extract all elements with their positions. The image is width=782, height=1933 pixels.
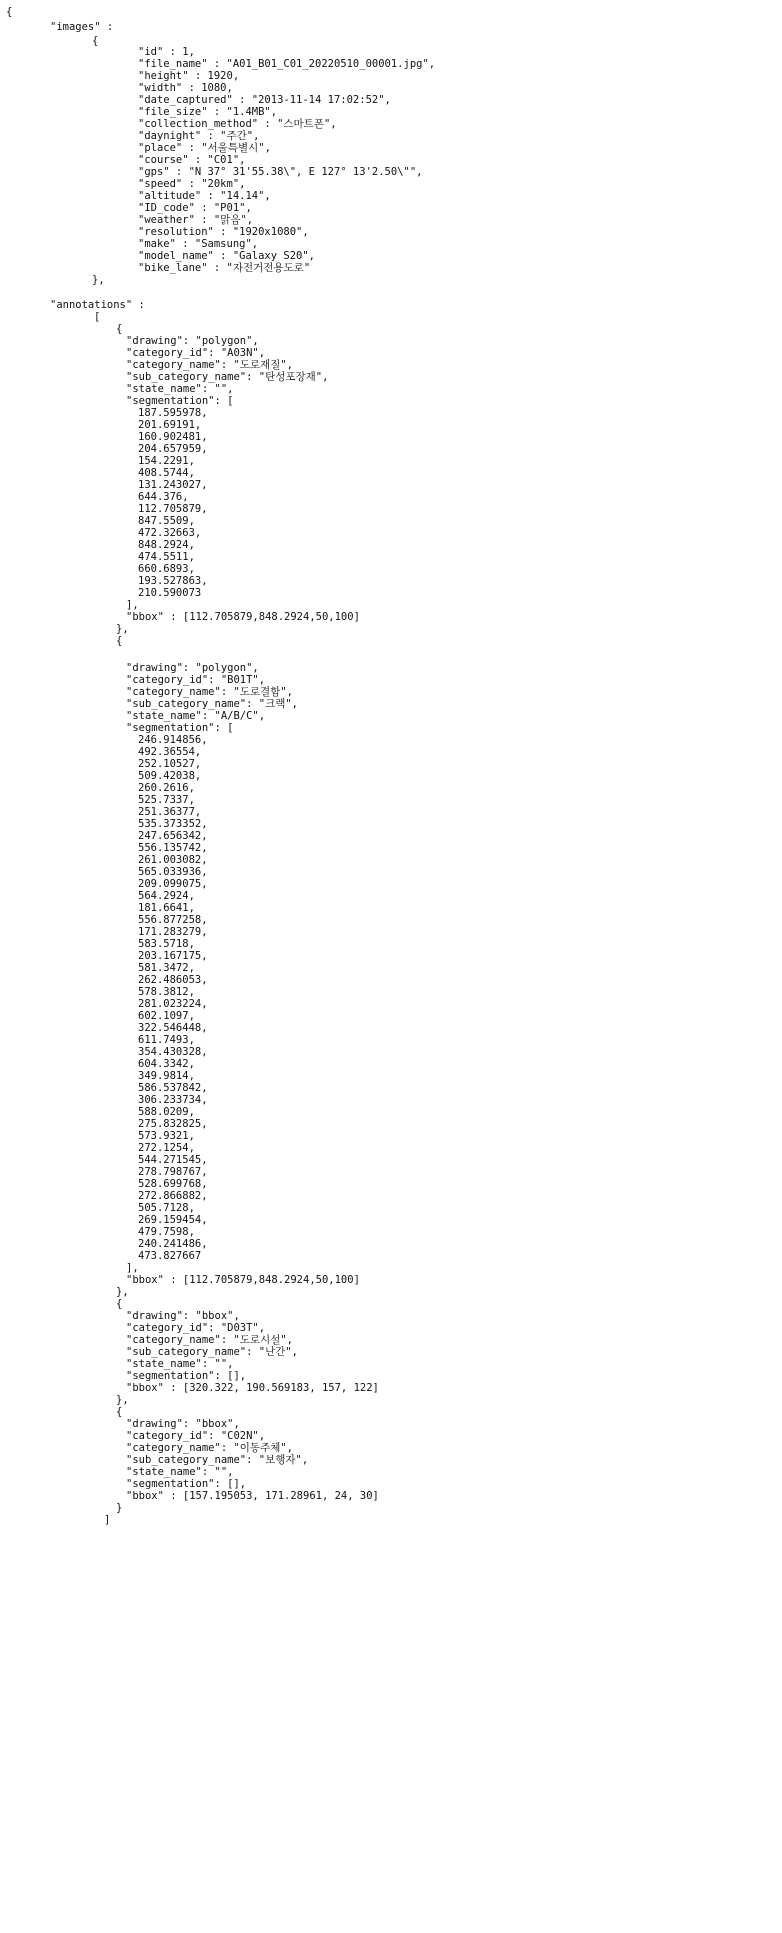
json-line: }, [116, 1394, 129, 1406]
json-line: 306.233734, [138, 1094, 208, 1106]
json-line: [ [94, 311, 101, 323]
json-line: 160.902481, [138, 431, 208, 443]
json-line: 201.69191, [138, 419, 202, 431]
json-line: 588.0209, [138, 1106, 195, 1118]
json-line: "drawing": "bbox", [126, 1418, 240, 1430]
json-line: "state_name": "", [126, 1358, 234, 1370]
json-line: 275.832825, [138, 1118, 208, 1130]
json-line: 556.135742, [138, 842, 208, 854]
json-line: "category_id": "A03N", [126, 347, 266, 359]
json-line: "ID_code" : "P01", [138, 202, 252, 214]
json-line: 204.657959, [138, 443, 208, 455]
json-line: "segmentation": [ [126, 722, 234, 734]
json-line: 492.36554, [138, 746, 202, 758]
json-line: 349.9814, [138, 1070, 195, 1082]
json-line: ] [104, 1514, 111, 1526]
json-line: "collection_method" : "스마트폰", [138, 118, 337, 130]
json-line: 573.9321, [138, 1130, 195, 1142]
json-line: "drawing": "bbox", [126, 1310, 240, 1322]
json-line: "state_name": "", [126, 1466, 234, 1478]
json-line: 278.798767, [138, 1166, 208, 1178]
json-line: "category_id": "D03T", [126, 1322, 266, 1334]
json-line: "bbox" : [112.705879,848.2924,50,100] [126, 611, 360, 623]
json-line: 281.023224, [138, 998, 208, 1010]
json-line: { [116, 1406, 123, 1418]
json-line: { [116, 323, 123, 335]
json-line: 479.7598, [138, 1226, 195, 1238]
json-line: "state_name": "", [126, 383, 234, 395]
json-line: 544.271545, [138, 1154, 208, 1166]
json-line: 528.699768, [138, 1178, 208, 1190]
json-line: "model_name" : "Galaxy S20", [138, 250, 316, 262]
json-line: 272.866882, [138, 1190, 208, 1202]
json-line: 112.705879, [138, 503, 208, 515]
json-line: { [116, 1298, 123, 1310]
json-line: 473.827667 [138, 1250, 202, 1262]
json-line: 262.486053, [138, 974, 208, 986]
json-line: { [6, 6, 13, 18]
json-line: 556.877258, [138, 914, 208, 926]
json-line: }, [116, 1286, 129, 1298]
json-line: 660.6893, [138, 563, 195, 575]
json-line: 154.2291, [138, 455, 195, 467]
json-line: 583.5718, [138, 938, 195, 950]
json-line: 171.283279, [138, 926, 208, 938]
json-line: "state_name": "A/B/C", [126, 710, 266, 722]
json-line: "drawing": "polygon", [126, 662, 259, 674]
json-line: 578.3812, [138, 986, 195, 998]
json-line: 474.5511, [138, 551, 195, 563]
json-line: "images" : [50, 21, 114, 33]
json-line: 644.376, [138, 491, 189, 503]
json-line: 602.1097, [138, 1010, 195, 1022]
json-line: 581.3472, [138, 962, 195, 974]
json-line: 247.656342, [138, 830, 208, 842]
json-line: 203.167175, [138, 950, 208, 962]
json-line: "segmentation": [], [126, 1478, 247, 1490]
json-line: 611.7493, [138, 1034, 195, 1046]
json-line: 322.546448, [138, 1022, 208, 1034]
json-line: 209.099075, [138, 878, 208, 890]
json-line: "altitude" : "14.14", [138, 190, 271, 202]
json-line: 847.5509, [138, 515, 195, 527]
json-line: "bbox" : [320.322, 190.569183, 157, 122] [126, 1382, 379, 1394]
json-line: 525.7337, [138, 794, 195, 806]
json-line: "category_id": "B01T", [126, 674, 266, 686]
json-line: "date_captured" : "2013-11-14 17:02:52", [138, 94, 391, 106]
json-line: "gps" : "N 37° 31'55.38\", E 127° 13'2.50\"", [138, 166, 423, 178]
json-line: "speed" : "20km", [138, 178, 246, 190]
json-line: 251.36377, [138, 806, 202, 818]
json-line: 260.2616, [138, 782, 195, 794]
json-line: }, [116, 623, 129, 635]
json-line: 246.914856, [138, 734, 208, 746]
json-line: "bbox" : [112.705879,848.2924,50,100] [126, 1274, 360, 1286]
json-line: } [116, 1502, 123, 1514]
json-line: "file_size" : "1.4MB", [138, 106, 278, 118]
json-line: 354.430328, [138, 1046, 208, 1058]
json-line: { [92, 35, 99, 47]
json-line: 187.595978, [138, 407, 208, 419]
json-line: }, [92, 274, 105, 286]
json-line: "course" : "C01", [138, 154, 246, 166]
json-line: "sub_category_name": "보행자", [126, 1454, 309, 1466]
json-line: 565.033936, [138, 866, 208, 878]
json-line: "bbox" : [157.195053, 171.28961, 24, 30] [126, 1490, 379, 1502]
json-line: ], [126, 599, 139, 611]
json-line: 131.243027, [138, 479, 208, 491]
json-line: 586.537842, [138, 1082, 208, 1094]
json-line: 269.159454, [138, 1214, 208, 1226]
json-line: 848.2924, [138, 539, 195, 551]
json-line: 604.3342, [138, 1058, 195, 1070]
json-line: 181.6641, [138, 902, 195, 914]
json-line: 193.527863, [138, 575, 208, 587]
json-line: ], [126, 1262, 139, 1274]
json-line: 535.373352, [138, 818, 208, 830]
json-line: "resolution" : "1920x1080", [138, 226, 309, 238]
json-line: "category_id": "C02N", [126, 1430, 266, 1442]
json-line: "weather" : "맑음", [138, 214, 254, 226]
json-line: "place" : "서울특별시", [138, 142, 271, 154]
json-line: 505.7128, [138, 1202, 195, 1214]
json-line: "width" : 1080, [138, 82, 233, 94]
json-line: 240.241486, [138, 1238, 208, 1250]
json-line: "height" : 1920, [138, 70, 240, 82]
json-line: "category_name": "이동주체", [126, 1442, 294, 1454]
json-line: "bike_lane" : "자전거전용도로" [138, 262, 311, 274]
json-line: 272.1254, [138, 1142, 195, 1154]
json-line: "daynight" : "주간", [138, 130, 260, 142]
json-line: 509.42038, [138, 770, 202, 782]
json-line: { [116, 635, 123, 647]
json-line: 472.32663, [138, 527, 202, 539]
json-line: "drawing": "polygon", [126, 335, 259, 347]
json-line: "category_name": "도로시설", [126, 1334, 294, 1346]
json-line: "annotations" : [50, 299, 145, 311]
json-line: 408.5744, [138, 467, 195, 479]
json-line: 261.003082, [138, 854, 208, 866]
json-line: 564.2924, [138, 890, 195, 902]
json-line: "segmentation": [ [126, 395, 234, 407]
json-line: "category_name": "도로재질", [126, 359, 294, 371]
json-line: 252.10527, [138, 758, 202, 770]
json-line: "file_name" : "A01_B01_C01_20220510_00001.jpg", [138, 58, 436, 70]
json-line: "sub_category_name": "탄성포장재", [126, 371, 329, 383]
json-line: "sub_category_name": "난간", [126, 1346, 299, 1358]
json-line: "id" : 1, [138, 46, 195, 58]
json-line: "category_name": "도로결함", [126, 686, 294, 698]
json-line: 210.590073 [138, 587, 202, 599]
json-line: "make" : "Samsung", [138, 238, 259, 250]
json-line: "sub_category_name": "크랙", [126, 698, 299, 710]
json-line: "segmentation": [], [126, 1370, 247, 1382]
